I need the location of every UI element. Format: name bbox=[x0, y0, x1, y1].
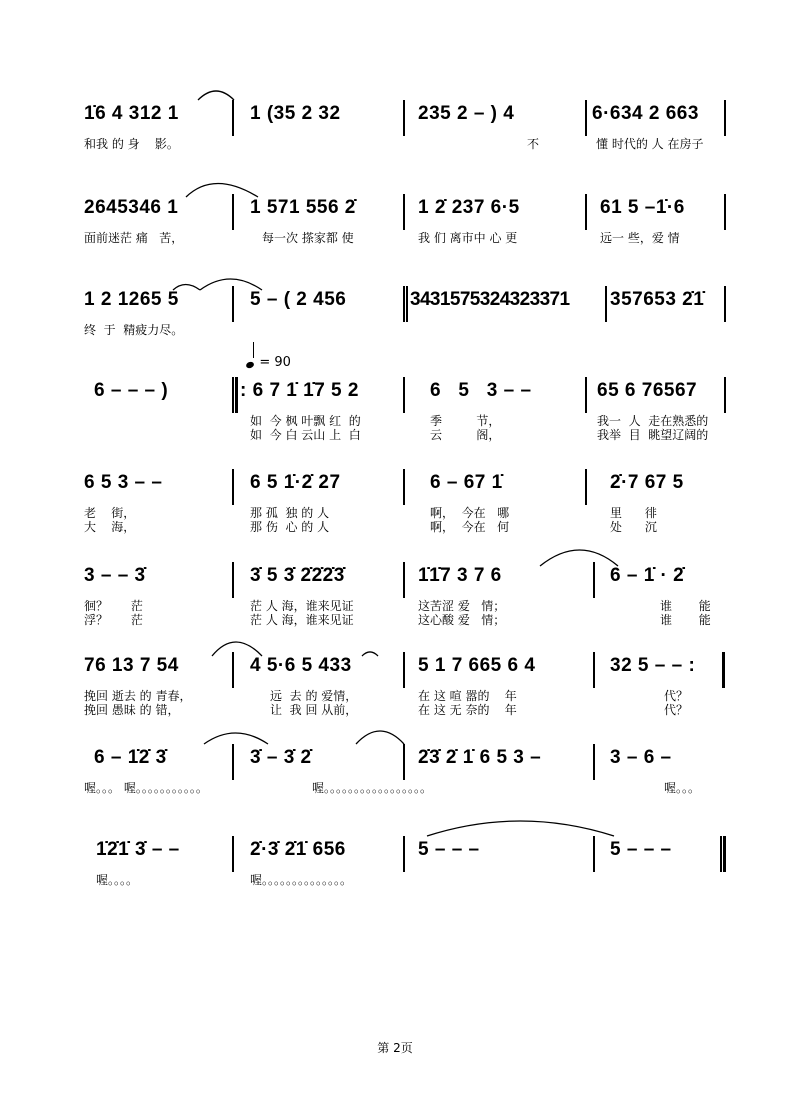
lyric: 处 沉 bbox=[610, 520, 657, 534]
measure: 357653 2̇1̇ bbox=[610, 289, 705, 310]
measure: 2̇·3̇ 2̇1̇ 656 bbox=[250, 839, 346, 860]
barline bbox=[403, 744, 405, 780]
barline bbox=[403, 194, 405, 230]
lyric: 在 这 喧 嚣的 年 bbox=[418, 689, 517, 703]
lyric: 不 bbox=[527, 137, 540, 151]
measure: 1 (35 2 32 bbox=[250, 103, 341, 124]
barline bbox=[403, 469, 405, 505]
barline bbox=[232, 744, 234, 780]
measure: 6 5 1̇·2̇ 27 bbox=[250, 472, 341, 493]
lyric: 喔。。。 bbox=[664, 781, 701, 795]
measure: 32 5 – – : bbox=[610, 655, 696, 676]
system-1 bbox=[0, 104, 790, 204]
lyric: 喔。。。。。。。。。。。。。。 bbox=[250, 873, 353, 887]
lyric: 里 徘 bbox=[610, 506, 657, 520]
system-5 bbox=[0, 473, 790, 573]
lyric: 喔。。。 喔。。。。。。。。。。。 bbox=[84, 781, 208, 795]
barline bbox=[232, 562, 234, 598]
tempo-value: = 90 bbox=[259, 355, 291, 370]
measure: 2̇·7 67 5 bbox=[610, 472, 684, 493]
measure: 5 – ( 2 456 bbox=[250, 289, 347, 310]
lyric: 我一 人 走在熟悉的 bbox=[597, 414, 709, 428]
measure: 3̇ 5 3̇ 2̇2̇2̇3̇ bbox=[250, 565, 345, 586]
barline bbox=[403, 836, 405, 872]
measure: 3431575324323371 bbox=[410, 289, 570, 310]
measure: 4 5·6 5 433 bbox=[250, 655, 352, 676]
measure: 6 5 3 – – bbox=[84, 472, 163, 493]
measure: 1 2̇ 237 6·5 bbox=[418, 197, 520, 218]
lyric: 那 伤 心 的 人 bbox=[250, 520, 330, 534]
measure: 6 5 3 – – bbox=[430, 380, 532, 401]
lyric: 终 于 精疲力尽。 bbox=[84, 323, 184, 337]
measure: 3 – 6 – bbox=[610, 747, 672, 768]
barline bbox=[585, 469, 587, 505]
barline bbox=[593, 836, 595, 872]
lyric: 喔。。。。。。。。。。。。。。。。。 bbox=[312, 781, 433, 795]
barline bbox=[403, 377, 405, 413]
system-3 bbox=[0, 290, 790, 390]
measure: : 6 7 1̇ 1̇7 5 2 bbox=[240, 380, 359, 401]
barline bbox=[724, 286, 726, 322]
barline bbox=[585, 194, 587, 230]
barline bbox=[232, 377, 234, 413]
barline bbox=[724, 100, 726, 136]
measure: 6 – 1̇ · 2̇ bbox=[610, 565, 685, 586]
lyric: 云 阁， bbox=[430, 428, 501, 442]
barline bbox=[232, 194, 234, 230]
measure: 2̇3̇ 2̇ 1̇ 6 5 3 – bbox=[418, 747, 542, 768]
measure: 6 – – – ) bbox=[94, 380, 169, 401]
lyric: 代？ bbox=[664, 703, 689, 717]
lyric: 谁 能 bbox=[660, 599, 711, 613]
measure: 61 5 –1̇·6 bbox=[600, 197, 685, 218]
barline bbox=[232, 100, 234, 136]
end-repeat-barline bbox=[722, 652, 725, 688]
measure: 3̇ – 3̇ 2̇ bbox=[250, 747, 312, 768]
barline bbox=[232, 286, 234, 322]
lyric: 这苦涩 爱 情； bbox=[418, 599, 506, 613]
lyric: 代？ bbox=[664, 689, 689, 703]
lyric: 在 这 无 奈的 年 bbox=[418, 703, 517, 717]
barline bbox=[593, 744, 595, 780]
measure: 5 – – – bbox=[418, 839, 480, 860]
lyric: 老 街， bbox=[84, 506, 136, 520]
barline bbox=[724, 377, 726, 413]
lyric: 我 们 离市中 心 更 bbox=[418, 231, 518, 245]
barline bbox=[585, 377, 587, 413]
lyric: 徊？ 茫 bbox=[84, 599, 143, 613]
lyric: 啊， 今在 哪 bbox=[430, 506, 510, 520]
final-barline-thick bbox=[723, 836, 726, 872]
system-7 bbox=[0, 656, 790, 756]
barline bbox=[403, 562, 405, 598]
lyric: 我举 目 眺望辽阔的 bbox=[597, 428, 709, 442]
barline bbox=[403, 100, 405, 136]
barline bbox=[232, 836, 234, 872]
lyric: 远 去 的 爱情， bbox=[270, 689, 358, 703]
barline bbox=[593, 652, 595, 688]
measure: 6 – 67 1̇ bbox=[430, 472, 503, 493]
repeat-barline bbox=[235, 377, 238, 413]
system-2 bbox=[0, 198, 790, 298]
lyric: 啊， 今在 何 bbox=[430, 520, 510, 534]
lyric: 季 节， bbox=[430, 414, 501, 428]
barline bbox=[585, 100, 587, 136]
barline bbox=[232, 469, 234, 505]
barline bbox=[605, 286, 607, 322]
system-8 bbox=[0, 748, 790, 848]
page-number: 第 2页 bbox=[377, 1041, 413, 1055]
measure: 1 571 556 2̇ bbox=[250, 197, 356, 218]
barline bbox=[403, 652, 405, 688]
lyric: 远一 些，爱 情 bbox=[600, 231, 680, 245]
lyric: 茫 人 海，谁来见证 bbox=[250, 599, 354, 613]
lyric: 大 海， bbox=[84, 520, 136, 534]
lyric: 谁 能 bbox=[660, 613, 711, 627]
lyric: 如 今 枫 叶飘 红 的 bbox=[250, 414, 361, 428]
lyric: 和我 的 身 影。 bbox=[84, 137, 179, 151]
final-barline-thin bbox=[720, 836, 722, 872]
lyric: 让 我 回 从前， bbox=[270, 703, 358, 717]
lyric: 浮？ 茫 bbox=[84, 613, 143, 627]
barline bbox=[406, 286, 408, 322]
measure: 3 – – 3̇ bbox=[84, 565, 146, 586]
measure: 1̇2̇1̇ 3̇ – – bbox=[96, 839, 180, 860]
lyric: 挽回 愚昧 的 错， bbox=[84, 703, 180, 717]
barline bbox=[232, 652, 234, 688]
measure: 5 1 7 665 6 4 bbox=[418, 655, 536, 676]
barline bbox=[724, 194, 726, 230]
barline bbox=[403, 286, 405, 322]
system-6 bbox=[0, 566, 790, 666]
system-4 bbox=[0, 381, 790, 481]
measure: 65 6 76567 bbox=[597, 380, 698, 401]
measure: 235 2 – ) 4 bbox=[418, 103, 515, 124]
lyric: 挽回 逝去 的 青春， bbox=[84, 689, 192, 703]
measure: 1̇6 4 312 1 bbox=[84, 103, 179, 124]
lyric: 茫 人 海，谁来见证 bbox=[250, 613, 354, 627]
measure: 6 – 1̇2̇ 3̇ bbox=[94, 747, 167, 768]
system-9 bbox=[0, 840, 790, 940]
measure: 1 2 1265 5 bbox=[84, 289, 179, 310]
measure: 2645346 1 bbox=[84, 197, 179, 218]
lyric: 如 今 白 云山 上 白 bbox=[250, 428, 361, 442]
lyric: 每一次 搽家都 使 bbox=[262, 231, 354, 245]
lyric: 懂 时代的 人 在房子 bbox=[596, 137, 704, 151]
lyric: 面前迷茫 痛 苦， bbox=[84, 231, 184, 245]
barline bbox=[593, 562, 595, 598]
lyric: 喔。。。。 bbox=[96, 873, 139, 887]
measure: 5 – – – bbox=[610, 839, 672, 860]
measure: 76 13 7 54 bbox=[84, 655, 179, 676]
measure: 6·634 2 663 bbox=[592, 103, 699, 124]
measure: 1̇1̇7 3 7 6 bbox=[418, 565, 502, 586]
lyric: 那 孤 独 的 人 bbox=[250, 506, 330, 520]
lyric: 这心酸 爱 情； bbox=[418, 613, 506, 627]
